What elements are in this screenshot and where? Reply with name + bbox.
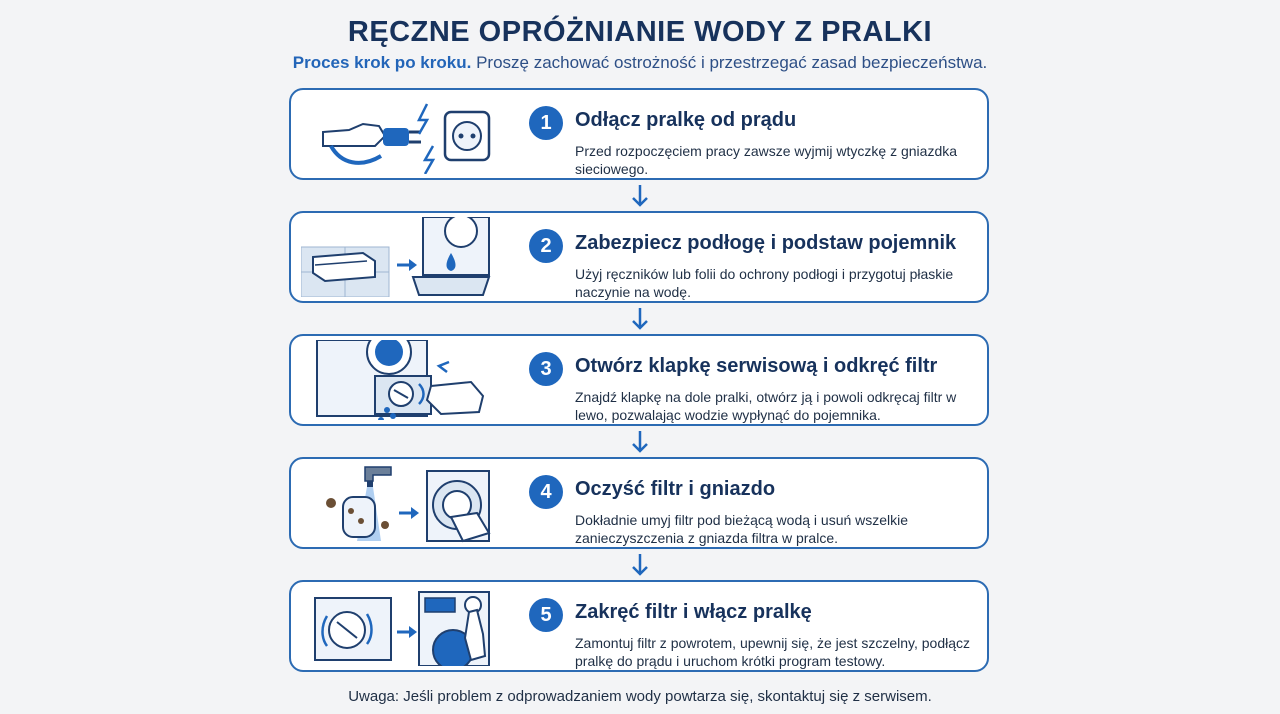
step-title: Otwórz klapkę serwisową i odkręć filtr — [575, 355, 938, 377]
page-title: RĘCZNE OPRÓŻNIANIE WODY Z PRALKI — [347, 16, 933, 48]
step-number-badge: 3 — [529, 352, 563, 386]
close-filter-power-icon — [301, 586, 491, 666]
clean-filter-icon — [301, 463, 491, 543]
step-number-badge: 2 — [529, 229, 563, 263]
step-card-5 — [289, 580, 989, 672]
step-title: Odłącz pralkę od prądu — [575, 109, 797, 131]
step-title: Oczyść filtr i gniazdo — [575, 478, 776, 500]
step-description: Użyj ręczników lub folii do ochrony podłogi i przygotuj płaskie naczynie na wodę. — [575, 266, 954, 300]
arrow-down-icon — [628, 306, 652, 332]
step-number-badge: 5 — [529, 598, 563, 632]
unplug-icon — [301, 94, 491, 174]
step-description: Dokładnie umyj filtr pod bieżącą wodą i usuń wszelkie zanieczyszczenia z gniazda filtra w pralce. — [575, 512, 909, 546]
subtitle-rest: Proszę zachować ostrożność i przestrzegać zasad bezpieczeństwa. — [476, 53, 988, 72]
step-card-3 — [289, 334, 989, 426]
arrow-down-icon — [628, 552, 652, 578]
arrow-down-icon — [628, 429, 652, 455]
page-subtitle — [0, 53, 1280, 73]
step-description: Znajdź klapkę na dole pralki, otwórz ją i powoli odkręcaj filtr w lewo, pozwalając wodzie wypłynąć do pojemnika. — [575, 389, 957, 423]
step-title: Zakręć filtr i włącz pralkę — [575, 601, 812, 623]
footer-note: Uwaga: Jeśli problem z odprowadzaniem wody powtarza się, skontaktuj się z serwisem. — [348, 688, 932, 705]
arrow-down-icon — [628, 183, 652, 209]
towel-container-icon — [301, 217, 491, 297]
step-description: Zamontuj filtr z powrotem, upewnij się, że jest szczelny, podłącz pralkę do prądu i uruchom krótki program testowy. — [575, 635, 971, 669]
step-card-1 — [289, 88, 989, 180]
step-number-badge: 4 — [529, 475, 563, 509]
step-card-2 — [289, 211, 989, 303]
subtitle-bold: Proces krok po kroku. — [292, 53, 472, 72]
step-card-4 — [289, 457, 989, 549]
open-filter-icon — [301, 340, 491, 420]
step-title: Zabezpiecz podłogę i podstaw pojemnik — [575, 232, 957, 254]
step-description: Przed rozpoczęciem pracy zawsze wyjmij wtyczkę z gniazdka sieciowego. — [575, 143, 958, 177]
step-number-badge: 1 — [529, 106, 563, 140]
